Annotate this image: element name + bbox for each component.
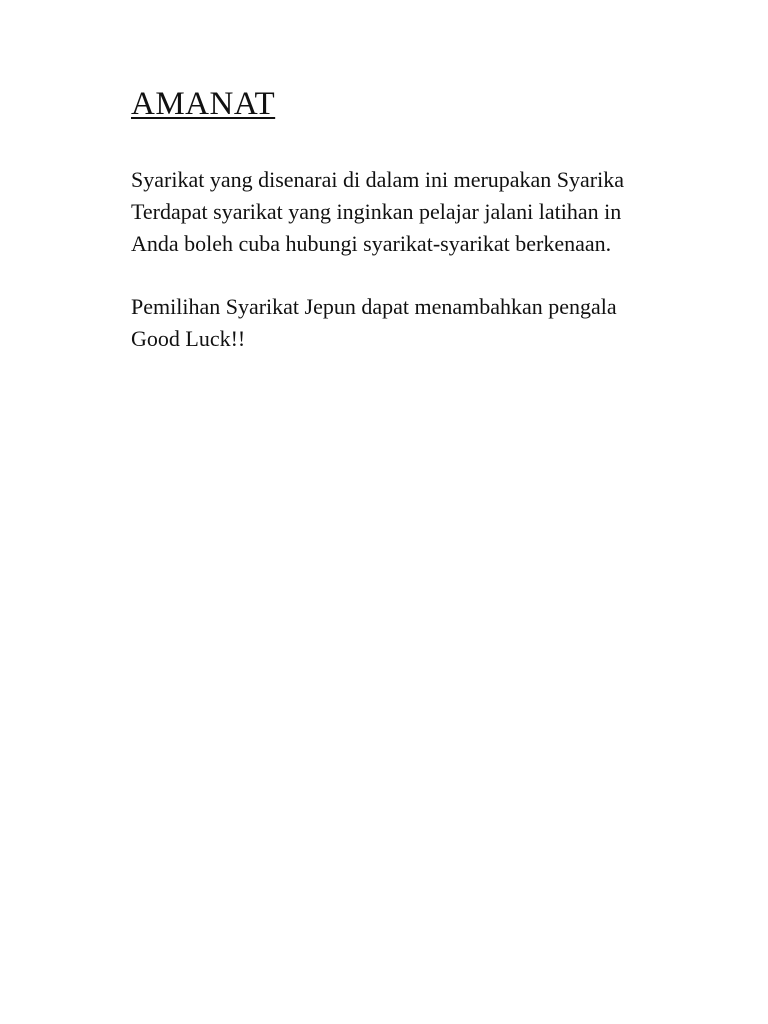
paragraph-line: Syarikat yang disenarai di dalam ini merupakan Syarika	[131, 167, 625, 192]
paragraph-line: Anda boleh cuba hubungi syarikat-syarikat berkenaan.	[131, 231, 612, 256]
paragraph-spacer	[131, 260, 704, 291]
paragraph-2	[131, 291, 704, 355]
paragraph-line: Terdapat syarikat yang inginkan pelajar jalani latihan in	[131, 199, 622, 224]
paragraph-line: Pemilihan Syarikat Jepun dapat menambahkan pengala	[131, 294, 617, 319]
paragraph-1	[131, 164, 704, 260]
document-title: AMANAT	[131, 86, 276, 122]
paragraph-line: Good Luck!!	[131, 326, 246, 351]
document-body	[131, 164, 704, 364]
